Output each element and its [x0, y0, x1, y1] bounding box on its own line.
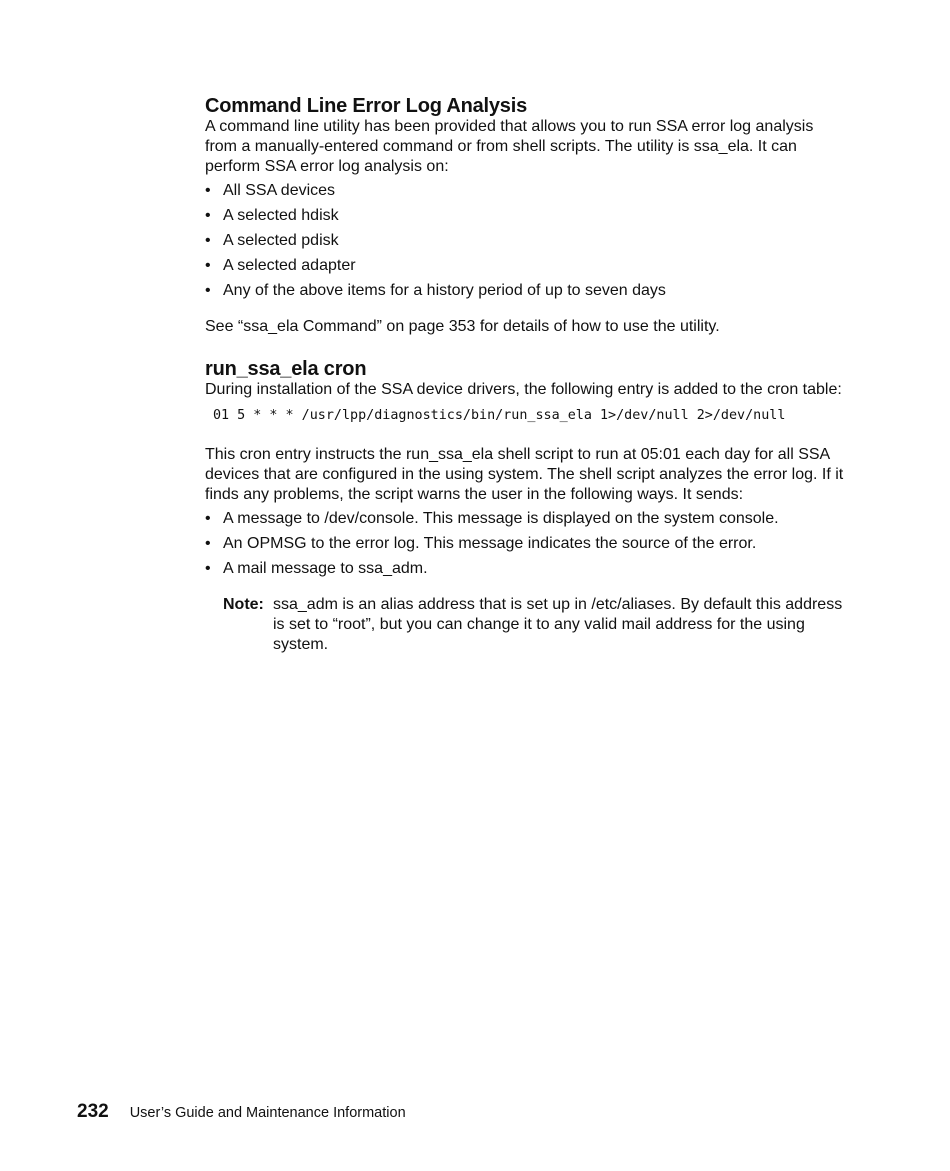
list-item-text: A selected hdisk: [223, 207, 339, 224]
bullet-glyph: •: [205, 232, 211, 249]
list-item-text: A selected pdisk: [223, 232, 339, 249]
page-footer: [77, 1101, 406, 1123]
list-item-text: A selected adapter: [223, 257, 356, 274]
page-number: 232: [77, 1101, 109, 1122]
page-content: [205, 95, 845, 655]
bullet-glyph: •: [205, 535, 211, 552]
bullet-glyph: •: [205, 560, 211, 577]
bullet-glyph: •: [205, 257, 211, 274]
list-item: [205, 534, 845, 554]
list-item: [205, 281, 845, 301]
warning-methods-list: [205, 509, 845, 579]
list-item-text: All SSA devices: [223, 182, 336, 199]
list-item: [205, 509, 845, 529]
list-item: [205, 256, 845, 276]
section-intro-paragraph: During installation of the SSA device drivers, the following entry is added to the cron table:: [205, 381, 842, 398]
section-heading-run-ssa-ela-cron: run_ssa_ela cron: [205, 358, 367, 380]
bullet-glyph: •: [205, 282, 211, 299]
list-item-text: A message to /dev/console. This message is displayed on the system console.: [223, 510, 779, 527]
list-item: [205, 231, 845, 251]
bullet-glyph: •: [205, 510, 211, 527]
list-item: [205, 206, 845, 226]
list-item: [205, 559, 845, 579]
list-item-text: An OPMSG to the error log. This message indicates the source of the error.: [223, 535, 757, 552]
note-block: [223, 595, 845, 655]
bullet-glyph: •: [205, 182, 211, 199]
section-heading-command-line: Command Line Error Log Analysis: [205, 95, 528, 117]
section-intro-paragraph: A command line utility has been provided that allows you to run SSA error log analysis from a manually-entered command or from shell scripts. The utility is ssa_ela. It can perform SSA error log analysis on:: [205, 118, 814, 175]
bullet-glyph: •: [205, 207, 211, 224]
list-item-text: A mail message to ssa_adm.: [223, 560, 428, 577]
note-label: Note:: [223, 596, 264, 613]
list-item: [205, 181, 845, 201]
cron-explanation-paragraph: This cron entry instructs the run_ssa_ela shell script to run at 05:01 each day for all SSA devices that are configured in the using system. The shell script analyzes the error log. If it finds any problems, the script warns the user in the following ways. It sends:: [205, 446, 844, 503]
footer-title: User’s Guide and Maintenance Information: [129, 1105, 406, 1121]
note-text: ssa_adm is an alias address that is set up in /etc/aliases. By default this address is set to “root”, but you can change it to any valid mail address for the using system.: [273, 596, 843, 653]
see-reference-paragraph: See “ssa_ela Command” on page 353 for details of how to use the utility.: [205, 318, 720, 335]
analysis-targets-list: [205, 181, 845, 301]
cron-entry-code: 01 5 * * * /usr/lpp/diagnostics/bin/run_ssa_ela 1>/dev/null 2>/dev/null: [213, 408, 786, 423]
list-item-text: Any of the above items for a history period of up to seven days: [223, 282, 666, 299]
